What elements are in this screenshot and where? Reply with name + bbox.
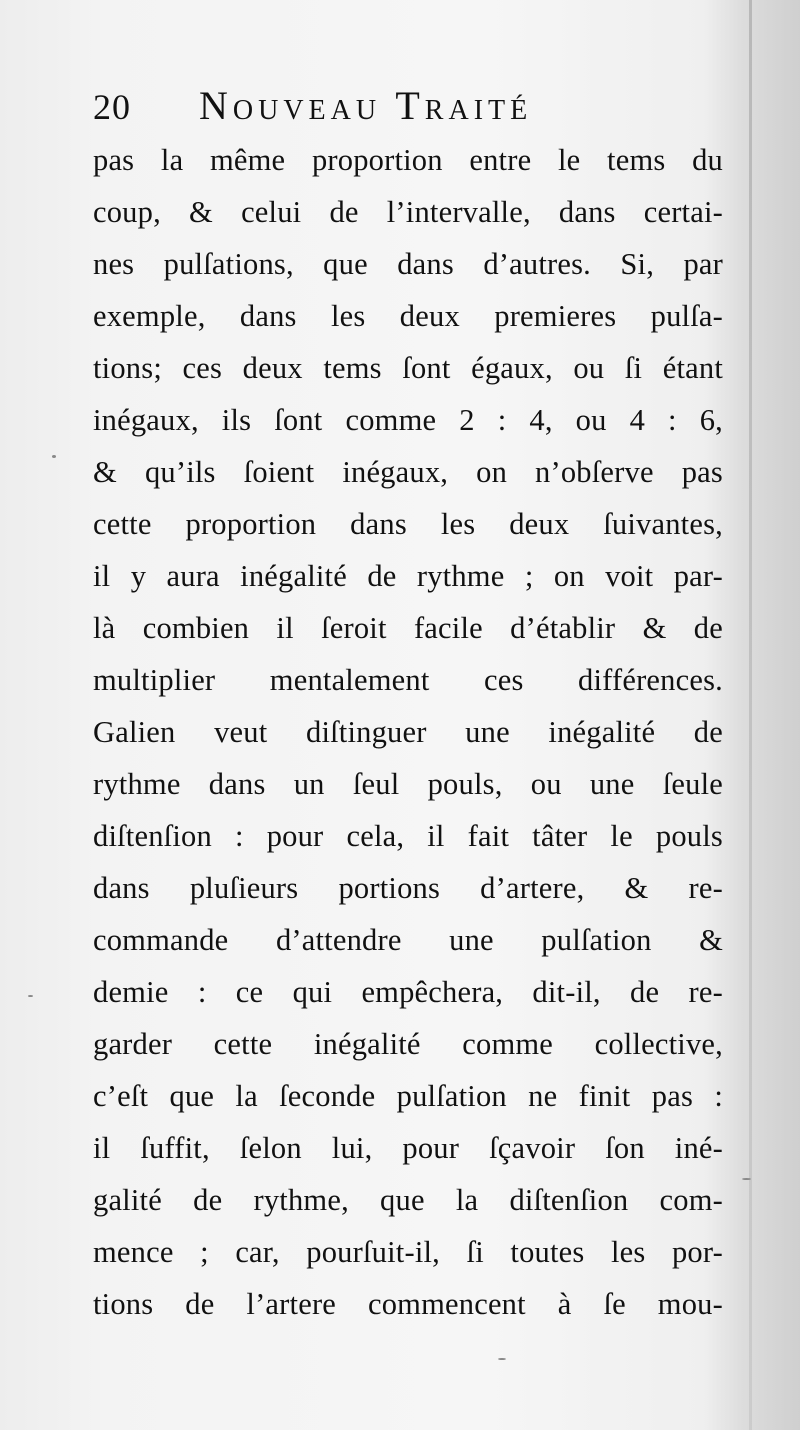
- text-line: inégaux, ils ſont comme 2 : 4, ou 4 : 6,: [93, 403, 723, 437]
- paper-speck: [498, 1358, 506, 1360]
- text-line: mence ; car, pourſuit-il, ſi toutes les por-: [93, 1235, 723, 1269]
- running-title: Nouveau Traité: [199, 83, 533, 128]
- text-line: commande d’attendre une pulſation &: [93, 923, 723, 957]
- body-text: [93, 134, 723, 1330]
- text-line: cette proportion dans les deux ſuivantes,: [93, 507, 723, 541]
- text-line: tions; ces deux tems ſont égaux, ou ſi étant: [93, 351, 723, 385]
- text-line: là combien il ſeroit facile d’établir & de: [93, 611, 723, 645]
- text-line: dans pluſieurs portions d’artere, & re-: [93, 871, 723, 905]
- text-line: tions de l’artere commencent à ſe mou-: [93, 1287, 723, 1321]
- text-line: il ſuffit, ſelon lui, pour ſçavoir ſon iné-: [93, 1131, 723, 1165]
- paper-speck: [742, 1178, 751, 1180]
- text-line: & qu’ils ſoient inégaux, on n’obſerve pas: [93, 455, 723, 489]
- text-line: c’eſt que la ſeconde pulſation ne finit pas :: [93, 1079, 723, 1113]
- paper-speck: [28, 995, 33, 997]
- text-line: multiplier mentalement ces différences.: [93, 663, 723, 697]
- text-line: demie : ce qui empêchera, dit-il, de re-: [93, 975, 723, 1009]
- text-line: galité de rythme, que la diſtenſion com-: [93, 1183, 723, 1217]
- page-header: [93, 80, 713, 130]
- text-line: nes pulſations, que dans d’autres. Si, par: [93, 247, 723, 281]
- text-line: pas la même proportion entre le tems du: [93, 143, 723, 177]
- page-number: 20: [93, 87, 131, 127]
- text-line: diſtenſion : pour cela, il fait tâter le pouls: [93, 819, 723, 853]
- text-line: il y aura inégalité de rythme ; on voit par-: [93, 559, 723, 593]
- text-line: rythme dans un ſeul pouls, ou une ſeule: [93, 767, 723, 801]
- paper-speck: [52, 455, 56, 458]
- text-line: garder cette inégalité comme collective,: [93, 1027, 723, 1061]
- text-line: exemple, dans les deux premieres pulſa-: [93, 299, 723, 333]
- text-line: Galien veut diſtinguer une inégalité de: [93, 715, 723, 749]
- text-line: coup, & celui de l’intervalle, dans certai-: [93, 195, 723, 229]
